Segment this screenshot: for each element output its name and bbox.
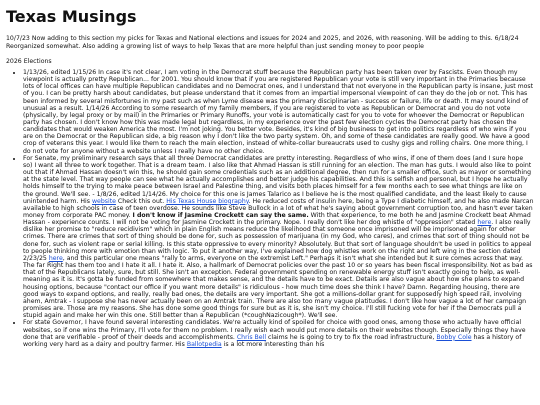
senate-text-1: For Senate, my preliminary research says that all three Democrat candidates are pretty interesting. Regardless of who wins, if one of them does (and I sure hope so) I want all three to work together. That is a dream team. I also like that Ahmad Hassan is still running for an election. The man has guts. I would also like to point out that if Ahmad Hassan doesn't win this, he should gain some credentials such as an additional degree, then run for a smaller office, such as mayor or something at the state level. That way people can see what he actually accomplishes and better judge his capabilities. And this is selfish and personal, but I hope he actually holds himself to the trying to make peace between Israel and Palestine thing, and visits both places himself for a few months each to see what things are like on the ground. We'll see. - 1/8/26, edited 1/14/26. My choice for this one is James Talarico as I believe he is the most qualified candidate, and the least likely to cause unintended harm. His: [23, 154, 532, 205]
list-item-senate: [23, 155, 534, 320]
intro-paragraph: 10/7/23 Now adding to this section my picks for Texas and National elections and issues for 2024 and 2025, and 2026, with reasoning. Will be adding to this. 6/18/24 Reorganized somewhat. Also adding a growing list of ways to help Texas that are more helpful than just sending money to poor people: [6, 35, 519, 51]
chris-bell-link[interactable]: Chris Bell: [236, 333, 267, 341]
dog-whistles-here-link[interactable]: here: [48, 254, 63, 262]
section-label: 2026 Elections: [6, 57, 52, 65]
senate-text-4: With that experience, to me both he and Jasmine Crockett beat Ahmad Hassan - experience counts. I will not be voting for Jasmine Crockett in the primary. Nope. I really don't like her dog whistle of "oppression" stated: [23, 212, 531, 227]
list-item-governor: [23, 319, 534, 348]
ballotpedia-link[interactable]: Ballotpedia: [186, 340, 222, 348]
senate-text-3: . He reduced costs of insulin here, being a Type I diabetic himself, and he also made Narcan available to high schools in case of teen overdose. He sounds like Steve Bullock in a lot of what he's saying about government corruption too, and hasn't ever taken money from corporate PAC money.: [23, 197, 534, 220]
senate-text-2: Check this out.: [115, 197, 167, 205]
senate-text-5: . I also really dislike her promise to "reduce recidivism" which in plain English means reduce the likelihood that someone once imprisoned will be imprisoned again for other crimes. There are crimes that sort of thing should be done for, such as possession of marijuana (in my God, who cares), and crimes that sort of thing should not be done for, such as violent rape or serial killing. Is this state oppressive to every minority? Absolutely. But that sort of language shouldn't be used in politics to appeal to people thinking more with emotion than with logic. To put it another way, I've explained how dog whistles work on the right and left wing in the section dated 2/23/25: [23, 219, 532, 262]
bobby-cole-link[interactable]: Bobby Cole: [436, 333, 472, 341]
page-title: Texas Musings: [6, 7, 137, 26]
governor-text-3: has a history of working very hard as a dairy and poultry farmer. His: [23, 333, 522, 348]
governor-text-2: claims he is going to try to fix the road infrastructure,: [266, 333, 437, 341]
texas-house-biography-link[interactable]: His Texas House biography: [166, 197, 249, 205]
general-notes-text: 1/13/26, edited 1/15/26 In case it's not clear, I am voting in the Democrat stuff because the Republican party has been taken over by Fascists. Even though my viewpoint is actually pretty Republican... for 2001. You should know that if you are registered Republican your vote is still very important in the Primaries because lots of local offices can have multiple Republican candidates and no Democrat ones, and I understand that not everyone in the Republican party is insane, just most of you. I can be pretty harsh about candidates, but please understand that it comes from an impartial impersonal viewpoint of can they do the job or not. This has been informed by several misfortunes in my past such as when Lyme disease was the primary disciplinarian - success or failure, life or death. It may sound kind of unusual as a result. 1/14/26 According to some research of my family members, if you are registered to vote as Republican or Democrat and you do not vote (physically, by legal proxy or by mail) in the Primaries or Primary Runoffs, your vote is automatically cast for you to vote for whoever the Democrat or Republican party has chosen. I don't know how this was made legal but regardless, in my experience over the past few election cycles the Democrat party has chosen the candidates that would weaken America the most. I'm not joking. You better vote. Besides, it's kind of big business to get into politics regardless of who wins if you are on the Democrat or the Republican side, a big reason why I don't like the two party system. Oh, and some of these candidates are really good. We have a good crop of veterans this year. I would like them to reach the main election, instead of white-collar bureaucrats used to cushy gigs and rolling chairs. One more thing, I do not vote for anyone without a website unless I really have no other choice.: [23, 68, 534, 155]
list-item-general-notes: [23, 69, 534, 155]
election-notes-list: [6, 69, 534, 348]
senate-bold-text: I don't know if Jasmine Crockett can say the same.: [132, 212, 309, 220]
governor-text-1: For state Governor, I have found several interesting candidates. We're actually kind of spoiled for choice with good ones, among those who actually have official websites, so if one wins the Primary, I'll vote for them no problem. I really wish each would put more details on their websites though. Especially things they have done that are verifiable - proof of their deeds and accomplishments.: [23, 319, 526, 341]
talarico-website-link[interactable]: website: [91, 197, 116, 205]
senate-text-6: , and this particular one means "rally to arms, everyone on the extremist Left." Perhaps it isn't what she intended but it sure comes across that way. The far Right has them too and I hate it all. I hate it. Also, a hallmark of Democrat policies over the past 10 or so years has been fiscal irresponsibility. Not as bad as that of the Republicans lately, sure, but still. She isn't an exception. Federal government spending on renewable energy stuff isn't exactly going to help, as well-meaning as it is. It's gotta be funded from somewhere that makes sense, and the details have to be exact. Details are also vague about how she plans to expand housing options, because "contact our office if you want more details" is ridiculous - how much time does she think I have? Damn. Regarding housing, there are good ways to expand options, and really, really bad ones, the details are very important. She got a millions-dollar grant for supposedly high speed rail, involving ahem, Amtrak - I suppose she has never actually been on an Amtrak train. There are also too many vague platitudes. I don't like how vague a lot of her campaign promises are. Those are my reasons. She has done some good things for sure but as it is, she isn't my choice. I'll still fucking vote for her if the Democrats pull a stupid again and make her win this one. Still better than a Republican (*coughNazicough*). We'll see.: [23, 254, 533, 320]
governor-text-4: is a lot more interesting than his: [221, 340, 325, 348]
crockett-here-link[interactable]: here: [477, 219, 492, 227]
